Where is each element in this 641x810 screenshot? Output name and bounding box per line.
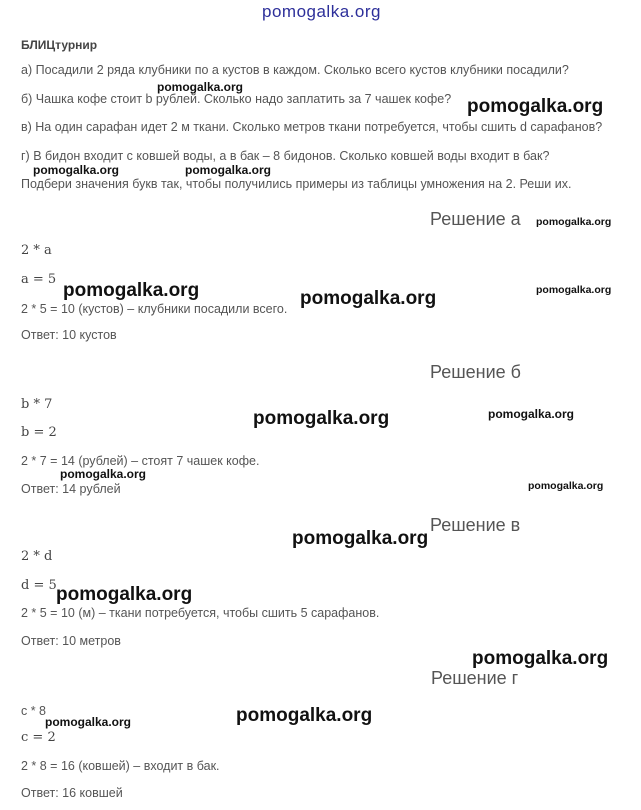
solution-v-expr: 2 * d xyxy=(21,549,53,564)
task-b: б) Чашка кофе стоит b рублей. Сколько надо заплатить за 7 чашек кофе? xyxy=(21,92,452,106)
watermark: pomogalka.org xyxy=(488,407,575,421)
solution-a-result: 2 * 5 = 10 (кустов) – клубники посадили всего. xyxy=(21,302,288,316)
solution-b-value: b = 2 xyxy=(21,425,57,440)
watermark: pomogalka.org xyxy=(33,163,120,177)
solution-g-title: Решение г xyxy=(431,668,519,688)
watermark: pomogalka.org xyxy=(185,163,272,177)
watermark: pomogalka.org xyxy=(300,288,437,309)
solution-a-expr: 2 * a xyxy=(21,243,52,258)
watermark: pomogalka.org xyxy=(467,96,604,117)
watermark: pomogalka.org xyxy=(63,280,200,301)
watermark: pomogalka.org xyxy=(60,467,147,481)
solution-g-result: 2 * 8 = 16 (ковшей) – входит в бак. xyxy=(21,759,220,773)
watermark: pomogalka.org xyxy=(292,528,429,549)
task-v: в) На один сарафан идет 2 м ткани. Сколько метров ткани потребуется, чтобы сшить d сарафанов? xyxy=(21,120,603,134)
solution-v-result: 2 * 5 = 10 (м) – ткани потребуется, чтобы сшить 5 сарафанов. xyxy=(21,606,380,620)
solution-v-value: d = 5 xyxy=(21,578,57,593)
solution-v-title: Решение в xyxy=(430,515,521,535)
solution-a-answer: Ответ: 10 кустов xyxy=(21,328,117,342)
solution-a-value: a = 5 xyxy=(21,272,57,287)
solution-b-title: Решение б xyxy=(430,362,521,382)
watermark: pomogalka.org xyxy=(253,408,390,429)
top-watermark: pomogalka.org xyxy=(262,2,381,21)
solution-v-answer: Ответ: 10 метров xyxy=(21,634,121,648)
watermark: pomogalka.org xyxy=(536,284,612,296)
solution-g-expr: c * 8 xyxy=(21,704,47,718)
task-a: а) Посадили 2 ряда клубники по a кустов в каждом. Сколько всего кустов клубники посадили? xyxy=(21,63,569,77)
watermark: pomogalka.org xyxy=(536,216,612,228)
watermark: pomogalka.org xyxy=(157,80,244,94)
watermark: pomogalka.org xyxy=(56,584,193,605)
page-title: БЛИЦтурнир xyxy=(21,38,98,52)
solution-g-answer: Ответ: 16 ковшей xyxy=(21,786,123,800)
watermark: pomogalka.org xyxy=(45,715,132,729)
instruction: Подбери значения букв так, чтобы получились примеры из таблицы умножения на 2. Реши их. xyxy=(21,177,572,191)
watermark: pomogalka.org xyxy=(528,480,604,492)
task-g: г) В бидон входит c ковшей воды, а в бак – 8 бидонов. Сколько ковшей воды входит в бак? xyxy=(21,149,550,163)
watermark: pomogalka.org xyxy=(472,648,609,669)
solution-b-result: 2 * 7 = 14 (рублей) – стоят 7 чашек кофе. xyxy=(21,454,260,468)
solution-b-answer: Ответ: 14 рублей xyxy=(21,482,121,496)
watermark: pomogalka.org xyxy=(236,705,373,726)
solution-g-value: c = 2 xyxy=(21,730,56,745)
solution-b-expr: b * 7 xyxy=(21,397,53,412)
solution-a-title: Решение а xyxy=(430,209,521,229)
